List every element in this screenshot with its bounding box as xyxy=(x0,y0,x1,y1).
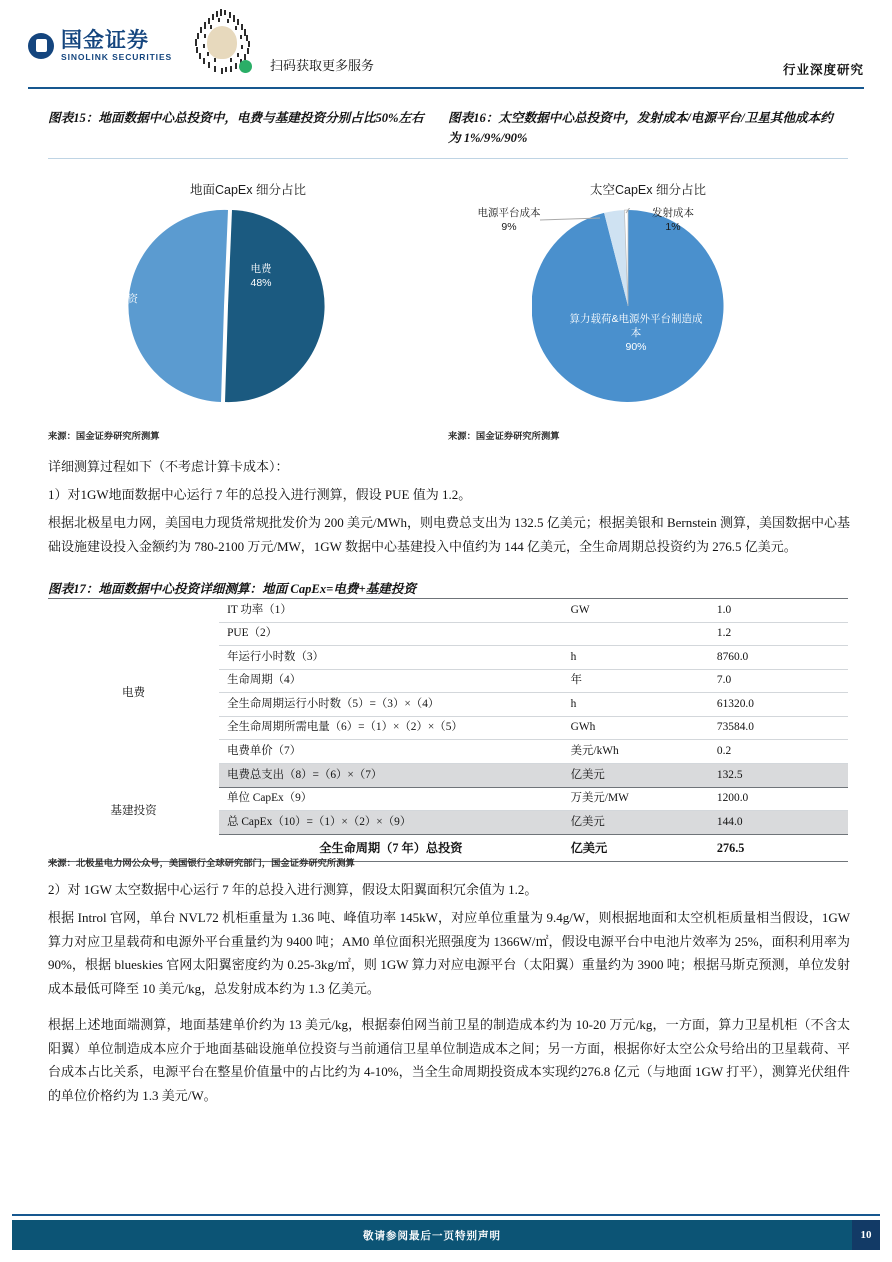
sinolink-logo xyxy=(28,30,172,62)
footer-divider xyxy=(12,1214,880,1216)
ground-pie-slice-label-electricity xyxy=(226,262,296,290)
table-cell-value: 73584.0 xyxy=(709,716,848,740)
figure-15-source: 来源：国金证券研究所测算 xyxy=(48,432,160,442)
figure-15-title-col xyxy=(48,108,448,149)
paragraph-intro: 详细测算过程如下（不考虑计算卡成本）： xyxy=(48,459,289,474)
report-category-label: 行业深度研究 xyxy=(782,63,864,77)
space-capex-pie-chart xyxy=(448,164,848,418)
logo-name-en: SINOLINK SECURITIES xyxy=(61,52,173,62)
charts-area xyxy=(48,164,848,418)
ground-slice-name-0: 电费 xyxy=(250,263,272,275)
table-cell-item: 总 CapEx（10）=（1）×（2）×（9） xyxy=(219,811,563,835)
table-cell-item: 单位 CapEx（9） xyxy=(219,787,563,811)
table-cell-value: 8760.0 xyxy=(709,646,848,670)
figure-16-source: 来源：国金证券研究所测算 xyxy=(448,432,560,442)
table-cell-unit: 万美元/MW xyxy=(563,787,709,811)
paragraph-space-assumption: 2）对 1GW 太空数据中心运行 7 年的总投入进行测算，假设太阳翼面积冗余值为 1.2。 xyxy=(48,882,538,897)
table-row xyxy=(48,599,848,623)
ground-capex-pie-chart xyxy=(48,164,448,418)
table-cell-value: 7.0 xyxy=(709,669,848,693)
table-cell-item: 全生命周期运行小时数（5）=（3）×（4） xyxy=(219,693,563,717)
figure-16-title: 图表16：太空数据中心总投资中，发射成本/电源平台/卫星其他成本约为 1%/9%/90% xyxy=(448,111,833,146)
footer-disclaimer: 敬请参阅最后一页特别声明 xyxy=(363,1230,501,1242)
logo-text xyxy=(61,30,172,62)
table-row xyxy=(48,787,848,811)
table-cell-unit: 美元/kWh xyxy=(563,740,709,764)
space-slice-name-0: 发射成本 xyxy=(652,207,694,219)
table-cell-item: 电费单价（7） xyxy=(219,740,563,764)
table-total-value: 276.5 xyxy=(709,834,848,861)
page-header xyxy=(0,0,892,88)
table-cell-value: 1200.0 xyxy=(709,787,848,811)
table-cell-item: IT 功率（1） xyxy=(219,599,563,623)
ground-slice-name-1: 基建投资 xyxy=(96,293,138,305)
table-cell-unit: 亿美元 xyxy=(563,811,709,835)
table-total-unit: 亿美元 xyxy=(563,834,709,861)
ground-capex-chart-title: 地面CapEx 细分占比 xyxy=(190,183,306,197)
paragraph-ground-assumption: 1）对1GW地面数据中心运行 7 年的总投入进行测算，假设 PUE 值为 1.2。 xyxy=(48,487,472,502)
scan-for-service-label: 扫码获取更多服务 xyxy=(270,58,375,73)
table-cell-value: 1.2 xyxy=(709,622,848,646)
table-cell-value: 1.0 xyxy=(709,599,848,623)
table-group-infrastructure: 基建投资 xyxy=(110,803,157,817)
table-cell-unit: 亿美元 xyxy=(563,764,709,788)
table-cell-unit: h xyxy=(563,646,709,670)
table-cell-item: 电费总支出（8）=（6）×（7） xyxy=(219,764,563,788)
table-cell-item: 年运行小时数（3） xyxy=(219,646,563,670)
space-slice-value-1: 9% xyxy=(501,221,517,234)
table-cell-unit: 年 xyxy=(563,669,709,693)
paragraph-cost-comparison: 根据上述地面端测算，地面基建单价约为 13 美元/kg，根据泰伯网当前卫星的制造成本约为 10-20 万元/kg，一方面，算力卫星机柜（不含太阳翼）单位制造成本应介于地面基础设施单位投资与当前通信卫星单位制造成本之间；另一方面，根据你好太空公众号给出的卫星载荷、平台成本占比关系，电源平台在整星价值量中的占比约为 4-10%，当全生命周期投资成本实现约276.8 亿元（与地面 1GW 打平），测算光伏组件的单位价格约为 1.3 美元/W。 xyxy=(48,1017,850,1103)
figure-15-title: 图表15：地面数据中心总投资中，电费与基建投资分别占比50%左右 xyxy=(48,111,424,125)
space-slice-value-0: 1% xyxy=(665,221,681,234)
figure-titles-row xyxy=(48,108,848,149)
footer-page-number: 10 xyxy=(852,1220,880,1250)
table-cell-item: PUE（2） xyxy=(219,622,563,646)
table-total-label: 全生命周期（7 年）总投资 xyxy=(219,834,563,861)
ground-slice-value-0: 48% xyxy=(250,277,272,290)
figure-17-title: 图表17：地面数据中心投资详细测算：地面 CapEx=电费+基建投资 xyxy=(48,582,417,596)
table-cell-value: 144.0 xyxy=(709,811,848,835)
wechat-badge-icon xyxy=(239,60,252,73)
table-cell-unit: h xyxy=(563,693,709,717)
paragraph-ground-detail: 根据北极星电力网，美国电力现货常规批发价为 200 美元/MWh，则电费总支出为 132.5 亿美元；根据美银和 Bernstein 测算，美国数据中心基础设施建设投入金额约为 780-2100 万元/MW，1GW 数据中心基建投入中值约为 144 亿美元，全生命周期总投资约为 276.5 亿美元。 xyxy=(48,515,851,554)
space-pie-callout-power-platform xyxy=(454,206,564,234)
table-cell-value: 0.2 xyxy=(709,740,848,764)
space-capex-pie-svg xyxy=(532,208,736,408)
figure-titles-divider xyxy=(48,158,848,159)
space-pie-callout-launch-cost xyxy=(630,206,716,234)
paragraph-space-detail: 根据 Introl 官网，单台 NVL72 机柜重量为 1.36 吨、峰值功率 145kW，对应单位重量为 9.4g/W，则根据地面和太空机柜质量相当假设，1GW 算力对应卫星载荷和电源外平台重量约为 9400 吨；AM0 单位面积光照强度为 1366W/㎡，假设电源平台中电池片效率为 25%，面积利用率为 90%，根据 blueskies 官网太阳翼密度约为 0.25-3kg/㎡，则 1GW 算力对应电源平台（太阳翼）重量约为 3900 吨；根据马斯克预测，单位发射成本最低可降至 10 美元/kg，总发射成本约为 1.3 亿美元。 xyxy=(48,910,850,996)
table-cell-unit: GW xyxy=(563,599,709,623)
qr-center-emblem xyxy=(207,26,237,59)
ground-slice-value-1: 52% xyxy=(106,307,128,320)
table-cell-unit: GWh xyxy=(563,716,709,740)
space-slice-name-1: 电源平台成本 xyxy=(477,207,541,219)
table-cell-item: 全生命周期所需电量（6）=（1）×（2）×（5） xyxy=(219,716,563,740)
logo-mark-icon xyxy=(28,33,54,59)
ground-capex-detail-table xyxy=(48,598,848,862)
logo-name-cn: 国金证券 xyxy=(61,29,149,52)
table-group-electricity: 电费 xyxy=(48,599,219,788)
table-cell-unit xyxy=(563,622,709,646)
table-17-source: 来源：北极星电力网公众号，美国银行全球研究部门，国金证券研究所测算 xyxy=(48,859,355,869)
space-slice-value-2: 90% xyxy=(625,341,647,354)
table-cell-item: 生命周期（4） xyxy=(219,669,563,693)
qr-code-icon[interactable] xyxy=(188,8,256,76)
table-cell-value: 61320.0 xyxy=(709,693,848,717)
space-capex-chart-title: 太空CapEx 细分占比 xyxy=(590,183,706,197)
ground-pie-slice-label-infrastructure xyxy=(76,292,158,320)
table-cell-value: 132.5 xyxy=(709,764,848,788)
header-divider xyxy=(28,87,864,89)
space-slice-name-2: 算力载荷&电源外平台制造成本 xyxy=(569,313,703,340)
space-pie-slice-label-payload xyxy=(568,312,704,355)
figure-sources-row xyxy=(48,428,848,442)
figure-16-title-col xyxy=(448,108,848,149)
